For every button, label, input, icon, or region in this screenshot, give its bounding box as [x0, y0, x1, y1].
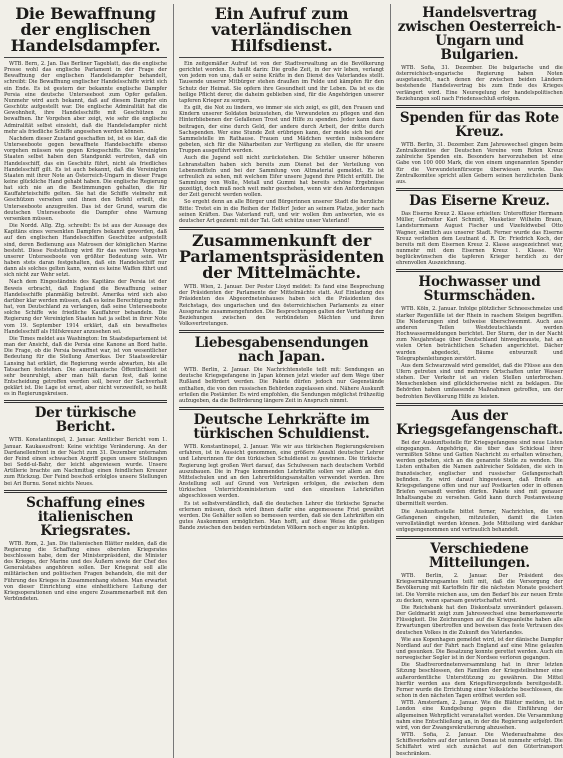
headline-kriegsgefangene: Aus der Kriegsgefangenschaft. — [396, 407, 563, 438]
divider — [396, 403, 563, 406]
paragraph: WTB. Sofia, 2. Januar. Die Wiederaufnahme des Schiffsverkehrs auf der unteren Donau ist nunmehr erfolgt. Die Schiffahrt wird sich zunächst auf den Gütertransport beschränken. — [396, 732, 563, 757]
paragraph: Auch die Jugend soll nicht zurückstehen. Die Schüler unserer höheren Lehranstalten haben sich bereits zum Dienst bei der Verteilung von Lebensmitteln und bei der Sammlung von Altmaterial gemeldet. Es ist erfreulich zu sehen, mit welchem Eifer unsere Jugend ihre Pflicht erfüllt. Die Sammlung von Wolle, Metall und Gummi hat bereits schöne Ergebnisse gezeitigt, doch muß noch weit mehr geschehen, wenn wir den Anforderungen der Zeit gerecht werden wollen. — [179, 155, 385, 199]
headline-hochwasser: Hochwasser und Sturmschäden. — [418, 274, 541, 305]
column-right — [390, 4, 563, 758]
headline-handelsvertrag: Handelsvertrag zwischen Oesterreich-Ungarn und Bulgarien. — [397, 5, 562, 63]
paragraph: Es gilt, die Not zu lindern, wo immer sie sich zeigt, es gilt, den Frauen und Kindern unserer Soldaten beizustehen, die Verwundeten zu pflegen und den Hinterbliebenen der Gefallenen Trost und Hilfe zu spenden. Jeder kann dazu beitragen, der eine durch Geld, der andere durch Arbeit, der dritte durch Sachspenden. Wer eine Stunde Zeit erübrigen kann, der melde sich bei der Sammelstelle im Rathause. Frauen und Mädchen werden insbesondere gebeten, sich für die Näharbeiten zur Verfügung zu stellen, die für unsere Truppen ausgeführt werden. — [179, 105, 385, 155]
paragraph: Die Reichsbank hat den Diskontsatz unverändert gelassen. Der Geldmarkt zeigt zum Jahreswechsel eine bemerkenswerte Flüssigkeit. Die Zeichnungen auf die Kriegsanleihe haben alle Erwartungen übertroffen und beweisen das feste Vertrauen des deutschen Volkes in die Zukunft des Vaterlandes. — [396, 604, 563, 636]
article-kriegsgefangene — [396, 409, 563, 533]
headline-lehrkraefte: Deutsche Lehrkräfte im türkischen Schuldienst. — [193, 412, 370, 443]
article-parlament — [179, 233, 384, 327]
divider — [396, 536, 563, 539]
article-handelsvertrag — [396, 6, 563, 102]
divider — [179, 330, 384, 333]
headline-bewaffnung: Die Bewaffnung der englischen Handelsdampfer. — [10, 4, 161, 55]
headline-eisernes: Das Eiserne Kreuz. — [409, 193, 550, 210]
paragraph: WTB. Amsterdam, 2. Januar. Wie die Blätter melden, ist in London eine Kundgebung gegen die Einführung der allgemeinen Wehrpflicht veranstaltet worden. Die Versammlung nahm eine Entschließung an, in der die Regierung aufgefordert wird, von der Zwangsrekrutierung abzusehen. — [396, 700, 563, 731]
paragraph: WTB. Konstantinopel, 2. Januar. Amtlicher Bericht vom 1. Januar. Kaukasusfront: Keine wichtige Veränderung. An der Dardanellenfront in der Nacht zum 31. Dezember unternahm der Feind einen schwachen Angriff gegen unsere Stellungen bei Sedd-ul-Bahr, der leicht abgewiesen wurde. Unsere Artillerie brachte am Nachmittag einen feindlichen Kreuzer zum Rückzug. Der Feind beschoß erfolglos unsere Stellungen bei Ari Burnu. Sonst nichts Neues. — [4, 437, 167, 487]
paragraph: WTB. Sofia, 31. Dezember. Die bulgarische und die österreichisch-ungarische Regierung haben Noten ausgetauscht, nach denen der zwischen beiden Ländern bestehende Handelsvertrag bis zum Ende des Krieges verlängert wird. Eine Neuregelung der handelspolitischen Beziehungen soll nach Friedensschluß erfolgen. — [396, 65, 563, 102]
paragraph: Ein zeitgemäßer Aufruf ist von der Stadtverwaltung an die Bevölkerung gerichtet worden. Es heißt darin: Die große Zeit, in der wir leben, verlangt von jedem von uns, daß er seine Kräfte in den Dienst des Vaterlandes stellt. Tausende unserer Mitbürger stehen draußen im Felde und kämpfen für den Schutz der Heimat. Sie opfern ihre Gesundheit und ihr Leben. Da ist es die heilige Pflicht derer, die daheim geblieben sind, für die Angehörigen unserer tapferen Krieger zu sorgen. — [179, 61, 385, 104]
paragraph: Die Nordd. Allg. Ztg. schreibt: Es ist aus der Aussage des Kapitäns eines versenkten Dampfers bekannt geworden, daß auf den englischen Handelsschiffen Geschütze aufgestellt sind, deren Bedienung aus Matrosen der königlichen Marine besteht. Diese Feststellung wird für das weitere Vorgehen unserer Unterseeboote von größter Bedeutung sein. Wir haben stets daran festgehalten, daß ein Handelsschiff nur dann als solches gelten kann, wenn es keine Waffen führt und sich nicht zur Wehr setzt. — [4, 223, 167, 279]
paragraph: Nachdem dieser Zustand geschaffen ist, ist es klar, daß die Unterseeboote gegen bewaffnete Handelsschiffe ebenso vorgehen müssen wie gegen Kriegsschiffe. Die Vereinigten Staaten selbst haben den Standpunkt vertreten, daß ein Handelsschiff, das ein Geschütz führt, nicht als friedliches Handelsschiff gilt. Es ist auch bekannt, daß die Vereinigten Staaten mit ihrer Note an Österreich-Ungarn in dieser Frage keine glückliche Hand gehabt haben. Die englische Regierung hat sich nie an die Bestimmungen gehalten, die für Kauffahrteischiffe gelten. Sie hat die Schiffe vielmehr mit Geschützen versehen und ihnen den Befehl erteilt, die Unterseeboote anzugreifen. Das ist der Grund, warum die deutschen Unterseeboote die Dampfer ohne Warnung versenken müssen. — [4, 135, 167, 222]
paragraph: WTB. Berlin, 2. Januar. Der Präsident des Kriegsernährungsamtes teilt mit, daß die Versorgung der Bevölkerung mit Kartoffeln für die nächsten Monate gesichert ist. Die Vorräte reichen aus, um den Bedarf bis zur neuen Ernte zu decken, wenn sparsam gewirtschaftet wird. — [396, 573, 563, 604]
divider — [396, 105, 563, 108]
headline-parlament: Zusammenkunft der Parlamentspräsidenten der Mittelmächte. — [179, 231, 385, 283]
paragraph: So ergeht denn an alle Bürger und Bürgerinnen unserer Stadt die herzliche Bitte: Tretet ein in die Reihen der Helfer! Jeder an seinem Platze, jeder nach seinen Kräften. Das Vaterland ruft, und wir wollen ihm antworten, wie es deutscher Art geziemt: mit der Tat. Gott schütze unser Vaterland! — [179, 199, 385, 224]
paragraph: Die Stadtverordnetenversammlung hat in ihrer letzten Sitzung beschlossen, den Familien der Kriegsteilnehmer eine außerordentliche Unterstützung zu gewähren. Die Mittel hierfür werden aus dem Kriegsfürsorgefonds bereitgestellt. Ferner wurde die Errichtung einer Volksküche beschlossen, die schon in den nächsten Tagen eröffnet werden soll. — [396, 662, 563, 700]
paragraph: WTB. Konstantinopel, 2. Januar. Wie wir aus türkischen Regierungskreisen erfahren, ist in Aussicht genommen, eine größere Anzahl deutscher Lehrer und Lehrerinnen für den türkischen Schuldienst zu gewinnen. Die türkische Regierung legt großen Wert darauf, das Schulwesen nach deutschem Vorbild auszubauen. Die in Frage kommenden Lehrkräfte sollen vor allem an den Mittelschulen und an den Lehrerbildungsanstalten verwendet werden. Ihre Anstellung soll auf Grund von Verträgen erfolgen, die zwischen dem türkischen Unterrichtsministerium und den einzelnen Lehrkräften abgeschlossen werden. — [179, 444, 385, 500]
article-aufruf — [179, 6, 384, 224]
article-hochwasser — [396, 275, 563, 399]
divider — [4, 490, 167, 493]
article-mitteilungen — [396, 542, 563, 757]
article-eisernes — [396, 194, 563, 266]
paragraph: WTB. Berlin, 31. Dezember. Zum Jahreswechsel gingen beim Zentralkomitee der Deutschen Vereine vom Roten Kreuz zahlreiche Spenden ein. Besonders hervorzuheben ist eine Gabe von 100 000 Mark, die von einem ungenannten Spender für die Verwundetenfürsorge überwiesen wurde. Das Zentralkomitee spricht allen Gebern seinen herzlichsten Dank aus. — [396, 141, 563, 185]
headline-mitteilungen: Verschiedene Mitteilungen. — [428, 541, 530, 572]
headline-spenden: Spenden für das Rote Kreuz. — [399, 109, 559, 140]
headline-japan: Liebesgabensendungen nach Japan. — [194, 335, 369, 366]
article-tuerkei — [4, 406, 167, 486]
paragraph: Bei der Auskunftsstelle für Kriegsgefangene sind neue Listen eingegangen. Angehörige, die über das Schicksal ihrer vermißten Söhne und Gatten Nachricht zu erhalten wünschen, werden gebeten, sich an die genannte Stelle zu wenden. Die Listen enthalten die Namen zahlreicher Soldaten, die sich in französischer, englischer und russischer Gefangenschaft befinden. Es wird darauf hingewiesen, daß Briefe an Kriegsgefangene offen und nur auf Postkarten oder in offenen Briefen versandt werden dürfen. Pakete sind mit genauer Inhaltsangabe zu versehen. Geld kann durch Postanweisung übermittelt werden. — [396, 439, 563, 508]
newspaper-page — [4, 4, 563, 757]
divider — [179, 407, 384, 410]
paragraph: Das Eiserne Kreuz 2. Klasse erhielten: Unteroffizier Hermann Müller, Gefreiter Karl Schmidt, Musketier Wilhelm Braun, Landsturmmann August Fischer und Vizefeldwebel Otto Wagner, sämtlich aus unserer Stadt. Ferner wurde das Eiserne Kreuz verliehen dem Leutnant d. R. Dr. Friedrich Koch, der bereits mit dem Eisernen Kreuz 2. Klasse ausgezeichnet war, nunmehr mit dem Eisernen Kreuz 1. Klasse. Wir beglückwünschen die tapferen Krieger herzlich zu der ehrenvollen Auszeichnung. — [396, 211, 563, 267]
paragraph: Die Auskunftsstelle bittet ferner, Nachrichten, die von Gefangenen eingehen, mitzuteilen, damit die Listen vervollständigt werden können. Jede Mitteilung wird dankbar entgegengenommen und vertraulich behandelt. — [396, 508, 563, 533]
divider — [4, 400, 167, 403]
paragraph: WTB. Berlin, 2. Januar. Die Nachrichtenstelle teilt mit: Sendungen an deutsche Kriegsgefangene in Japan können jetzt wieder auf dem Wege über Rußland befördert werden. Die Pakete dürfen jedoch nur Gegenstände enthalten, die von den russischen Behörden zugelassen sind. Nähere Auskunft erteilen die Postämter. Es wird empfohlen, die Sendungen möglichst frühzeitig aufzugeben, da die Beförderung längere Zeit in Anspruch nimmt. — [179, 367, 385, 404]
paragraph: Aus dem Schwarzwald wird gemeldet, daß die Flüsse aus den Ufern getreten sind und mehrere Ortschaften unter Wasser stehen. Der Verkehr ist an vielen Stellen unterbrochen. Menschenleben sind glücklicherweise nicht zu beklagen. Die Behörden haben umfassende Maßnahmen getroffen, um der bedrohten Bevölkerung Hilfe zu leisten. — [396, 362, 563, 400]
column-middle — [173, 4, 384, 758]
paragraph: WTB. Bern, 2. Jan. Das Berliner Tageblatt, das die englische Presse wohl das englische Parlament in der Frage der Bewaffnung der englischen Handelsdampfer behandelt, schreibt: Die Bewaffnung englischer Handelsschiffe wirkt sich ein Ende. Es ist gestern der bekannte englische Dampfer Persia eine deutsche Unterseeboot zum Opfer gefallen. Nunmehr wird auch bekannt, daß auf diesem Dampfer ein Geschütz aufgestellt war. Die englische Admiralität hat die Gewohnheit, ihre Handelsschiffe mit Geschützen zu bewaffnen. Ihr Vorgehen aber zeigt, wie sehr die englische Admiralität selbst einsieht, daß die Handelsdampfer nicht mehr als friedliche Schiffe angesehen werden können. — [4, 61, 167, 135]
divider — [396, 188, 563, 191]
paragraph: Nach dem Eingeständnis des Kapitäns der Persia ist der Beweis erbracht, daß England die Bewaffnung seiner Handelsschiffe planmäßig betreibt. Amerika wird sich also darüber klar werden müssen, daß es keine Berechtigung mehr hat, von Deutschland zu verlangen, daß seine Unterseeboote solche Schiffe wie friedliche Kauffahrer behandeln. Die Regierung der Vereinigten Staaten hat ja selbst in ihrer Note vom 19. September 1914 erklärt, daß ein bewaffnetes Handelsschiff als Hilfskreuzer anzusehen sei. — [4, 279, 167, 335]
article-lehrkraefte — [179, 413, 384, 531]
headline-aufruf: Ein Aufruf zum vaterländischen Hilfsdienst. — [211, 4, 352, 55]
divider — [396, 269, 563, 272]
headline-tuerkei: Der türkische Bericht. — [34, 405, 137, 436]
paragraph: Es ist selbstverständlich, daß die deutschen Lehrer die türkische Sprache erlernen müssen, doch wird ihnen dafür eine angemessene Frist gewährt werden. Die Gehälter sollen so bemessen werden, daß sie den Lehrkräften ein gutes Auskommen ermöglichen. Man hofft, auf diese Weise die geistigen Bande zwischen den beiden verbündeten Völkern noch enger zu knüpfen. — [179, 500, 385, 532]
divider — [179, 227, 384, 230]
article-spenden — [396, 111, 563, 185]
paragraph: Wie aus Kopenhagen gemeldet wird, ist der dänische Dampfer Nordland auf der Fahrt nach England auf eine Mine gelaufen und gesunken. Die Besatzung konnte gerettet werden. Auch ein norwegischer Segler ist in der Nordsee verloren gegangen. — [396, 636, 563, 662]
column-left — [4, 4, 167, 758]
paragraph: WTB. Köln, 2. Januar. Infolge plötzlicher Schneeschmelze und starker Regenfälle ist der Rhein in raschem Steigen begriffen. Die Niederungen sind teilweise überschwemmt. Auch aus anderen Teilen Westdeutschlands werden Hochwassermeldungen berichtet. Der Sturm, der in der Nacht zum Neujahrstage über Deutschland hinwegbrauste, hat an vielen Orten beträchtlichen Schaden angerichtet. Dächer wurden abgedeckt, Bäume entwurzelt und Telegraphenleitungen zerstört. — [396, 306, 563, 362]
divider — [179, 57, 384, 58]
paragraph: WTB. Wien, 2. Januar. Der Pester Lloyd meldet: Es fand eine Besprechung der Präsidenten der Parlamente der Mittelmächte statt. Auf Einladung des Präsidenten des Abgeordnetenhauses haben sich die Präsidenten des Reichstags, des ungarischen und des österreichischen Parlaments zu einer Aussprache zusammengefunden. Die Besprechungen galten der Vertiefung der Beziehungen zwischen den verbündeten Mächten und ihren Volksvertretungen. — [179, 284, 385, 327]
headline-schaffung: Schaffung eines italienischen Kriegsrates. — [26, 494, 145, 539]
divider — [4, 57, 167, 58]
paragraph: WTB. Rom, 2. Jan. Die italienischen Blätter melden, daß die Regierung die Schaffung eines obersten Kriegsrates beschlossen habe, dem der Ministerpräsident, die Minister des Krieges, der Marine und des Äußern sowie der Chef des Generalstabes angehören sollen. Der Kriegsrat soll alle militärischen und politischen Fragen behandeln, die mit der Führung des Krieges in Zusammenhang stehen. Man erwartet von dieser Einrichtung eine einheitlichere Leitung der Kriegsoperationen und eine engere Zusammenarbeit mit den Verbündeten. — [4, 540, 167, 603]
article-schaffung — [4, 496, 167, 603]
article-bewaffnung — [4, 6, 167, 397]
article-japan — [179, 336, 384, 404]
paragraph: Die Times meldet aus Washington: Im Staatsdepartement ist man der Ansicht, daß die Persia eine Kanone an Bord hatte. Die Frage, ob die Persia bewaffnet war, ist von wesentlicher Bedeutung für die Stellung Amerikas. Der Staatssekretär Lansing hat erklärt, die Regierung werde abwarten, bis alle Tatsachen feststehen. Die amerikanische Öffentlichkeit ist sehr beunruhigt, aber man hält daran fest, daß keine Entscheidung getroffen werden soll, bevor der Sachverhalt geklärt ist. Die Lage ist ernst, aber nicht verzweifelt, so heißt es in Regierungskreisen. — [4, 335, 167, 398]
